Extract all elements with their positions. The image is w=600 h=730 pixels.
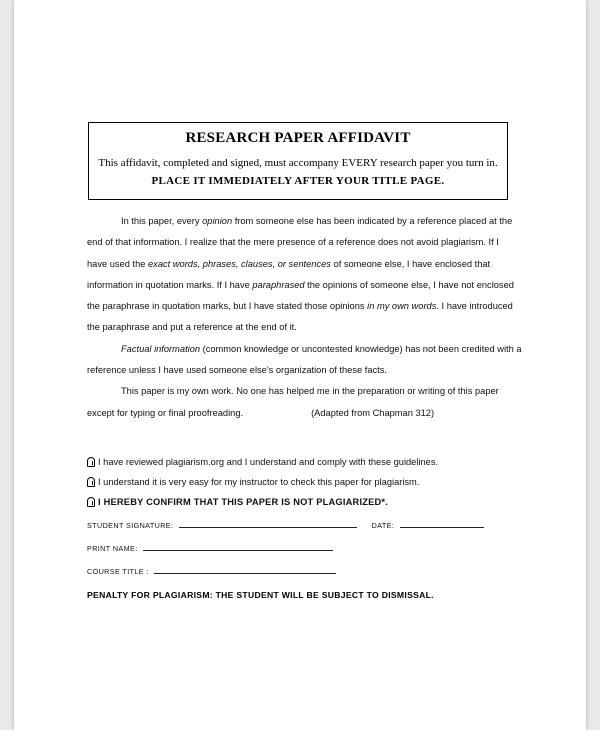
signature-label: STUDENT SIGNATURE:	[87, 521, 174, 530]
checklist-label: I have reviewed plagiarism.org and I understand and comply with these guidelines.	[98, 457, 439, 467]
body-line: information in quotation marks. If I have paraphrased the opinions of someone else, I have not enclosed	[87, 279, 514, 290]
print-name-row	[87, 537, 484, 560]
signature-line[interactable]	[179, 517, 357, 528]
print-name-line[interactable]	[143, 540, 333, 551]
document-page	[14, 0, 586, 730]
affidavit-body	[87, 211, 522, 424]
body-line: have used the exact words, phrases, clauses, or sentences of someone else, I have enclosed that	[87, 258, 491, 269]
body-line: the paraphrase and put a reference at the end of it.	[87, 322, 297, 333]
signature-fields	[87, 514, 484, 583]
body-line: end of that information. I realize that the mere presence of a reference does not avoid plagiarism. If I	[87, 237, 499, 248]
citation: (Adapted from Chapman 312)	[311, 407, 435, 418]
body-line: This paper is my own work. No one has helped me in the preparation or writing of this paper	[121, 386, 499, 397]
placement-instruction: PLACE IT IMMEDIATELY AFTER YOUR TITLE PAGE.	[151, 175, 445, 187]
checklist-label: I HEREBY CONFIRM THAT THIS PAPER IS NOT PLAGIARIZED*.	[98, 497, 389, 507]
checklist-item	[87, 472, 527, 492]
course-title-line[interactable]	[154, 563, 336, 574]
course-title-row	[87, 560, 484, 583]
course-title-label: COURSE TITLE :	[87, 567, 149, 576]
checklist-label: I understand it is very easy for my instructor to check this paper for plagiarism.	[98, 477, 420, 487]
print-name-label: PRINT NAME:	[87, 544, 138, 553]
date-label: DATE:	[371, 521, 395, 530]
penalty-notice: PENALTY FOR PLAGIARISM: THE STUDENT WILL BE SUBJECT TO DISMISSAL.	[87, 590, 434, 600]
title-box	[88, 122, 508, 200]
body-line: reference unless I have used someone else's organization of these facts.	[87, 365, 387, 376]
date-line[interactable]	[400, 517, 484, 528]
checkbox-icon[interactable]	[87, 497, 95, 507]
document-title: RESEARCH PAPER AFFIDAVIT	[185, 130, 411, 146]
checklist-item	[87, 452, 527, 472]
body-line: the paraphrase in quotation marks, but I have stated those opinions in my own words. I have introduced	[87, 301, 513, 312]
body-line: except for typing or final proofreading. (Adapted from Chapman 312)	[87, 407, 435, 418]
body-line: Factual information (common knowledge or uncontested knowledge) has not been credited with a	[121, 343, 522, 354]
checklist-item	[87, 492, 527, 512]
signature-row	[87, 514, 484, 537]
checkbox-icon[interactable]	[87, 477, 95, 487]
checkbox-icon[interactable]	[87, 457, 95, 467]
affidavit-subtitle: This affidavit, completed and signed, must accompany EVERY research paper you turn in.	[98, 157, 498, 169]
body-line: In this paper, every opinion from someone else has been indicated by a reference placed at the	[121, 216, 513, 226]
confirmation-checklist	[87, 452, 527, 512]
